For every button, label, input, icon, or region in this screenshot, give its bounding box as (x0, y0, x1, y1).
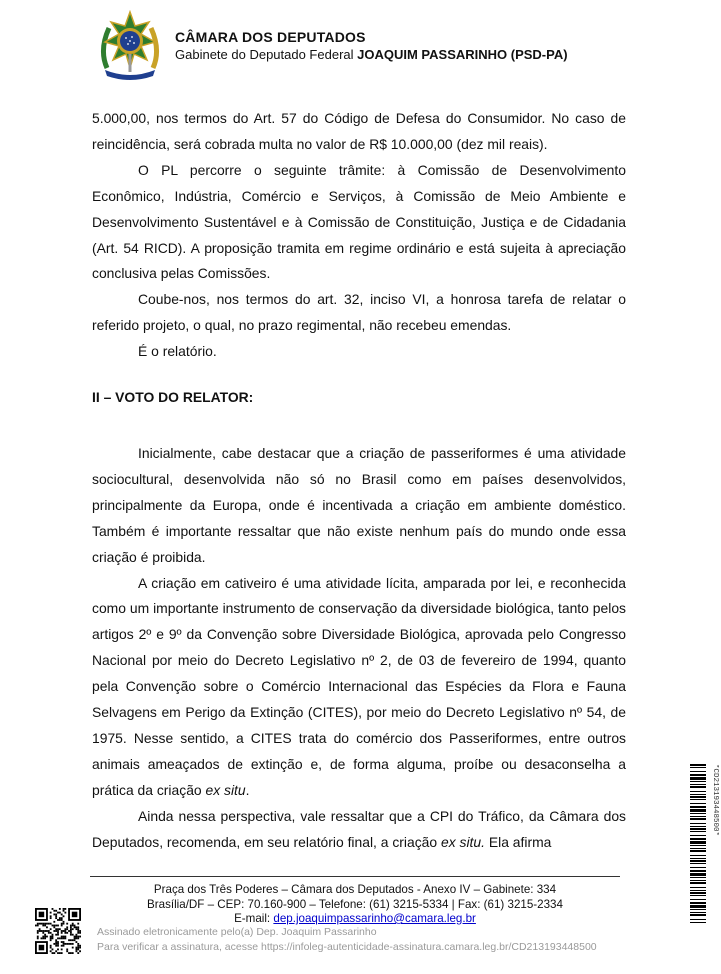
paragraph-7-italic: ex situ. (441, 833, 486, 850)
paragraph-4: É o relatório. (138, 343, 217, 360)
paragraph-6 (92, 571, 626, 804)
deputy-name: JOAQUIM PASSARINHO (PSD-PA) (357, 47, 568, 62)
office-prefix: Gabinete do Deputado Federal (175, 47, 354, 62)
paragraph-7-end: Ela afirma (485, 833, 552, 850)
paragraph-7 (92, 804, 626, 856)
footer-email-line (90, 912, 620, 925)
verification-line: Para verificar a assinatura, acesse https://infoleg-autenticidade-assinatura.camara.leg.br/CD213193448500 (97, 941, 597, 953)
paragraph-1: 5.000,00, nos termos do Art. 57 do Código de Defesa do Consumidor. No caso de reincidência, será cobrada multa no valor de R$ 10.000,00 (dez mil reais). (92, 110, 626, 152)
qr-code-icon (35, 908, 81, 954)
footer-contact: Brasília/DF – CEP: 70.160-900 – Telefone: (61) 3215-5334 | Fax: (61) 3215-2334 (147, 898, 563, 911)
footer-email-link[interactable]: dep.joaquimpassarinho@camara.leg.br (273, 912, 476, 925)
paragraph-6-italic: ex situ (205, 781, 246, 798)
paragraph-6-end: . (245, 781, 250, 798)
signature-line: Assinado eletronicamente pelo(a) Dep. Joaquim Passarinho (97, 926, 377, 938)
institution-name: CÂMARA DOS DEPUTADOS (175, 29, 366, 45)
barcode-code: *CD213193448500* (711, 764, 719, 837)
coat-of-arms-icon (97, 10, 163, 80)
paragraph-7-text: Ainda nessa perspectiva, vale ressaltar que a CPI do Tráfico, da Câmara dos Deputados, recomenda, em seu relatório final, a criação (92, 807, 626, 850)
section-heading: II – VOTO DO RELATOR: (92, 389, 254, 406)
footer-email-label: E-mail: (234, 912, 274, 925)
barcode-icon (690, 764, 706, 924)
paragraph-5: Inicialmente, cabe destacar que a criação de passeriformes é uma atividade sociocultural, desenvolvida não só no Brasil como em países desenvolvidos, principalmente da Europa, onde é incentivada a criação em ambiente doméstico. Também é importante ressaltar que não existe nenhum país do mundo onde essa criação é proibida. (92, 444, 626, 565)
paragraph-6-text: A criação em cativeiro é uma atividade lícita, amparada por lei, e reconhecida como um importante instrumento de conservação da diversidade biológica, tanto pelos artigos 2º e 9º da Convenção sobre Diversidade Biológica, aprovada pelo Congresso Nacional por meio do Decreto Legislativo nº 2, de 03 de fevereiro de 1994, quanto pela Convenção sobre o Comércio Internacional das Espécies da Flora e Fauna Selvagens em Perigo da Extinção (CITES), por meio do Decreto Legislativo nº 54, de 1975. Nesse sentido, a CITES trata do comércio dos Passeriformes, entre outros animais ameaçados de extinção e, de forma alguma, proíbe ou desaconselha a prática da criação (92, 574, 626, 798)
paragraph-2: O PL percorre o seguinte trâmite: à Comissão de Desenvolvimento Econômico, Indústria, Comércio e Serviços, à Comissão de Meio Ambiente e Desenvolvimento Sustentável e à Comissão de Constituição, Justiça e de Cidadania (Art. 54 RICD). A proposição tramita em regime ordinário e está sujeita à apreciação conclusiva pelas Comissões. (92, 161, 626, 282)
footer-divider (90, 876, 620, 877)
footer-address: Praça dos Três Poderes – Câmara dos Deputados - Anexo IV – Gabinete: 334 (153, 883, 557, 896)
document-body (92, 106, 626, 855)
paragraph-3: Coube-nos, nos termos do art. 32, inciso VI, a honrosa tarefa de relatar o referido projeto, o qual, no prazo regimental, não recebeu emendas. (92, 291, 626, 334)
office-line (175, 47, 568, 62)
